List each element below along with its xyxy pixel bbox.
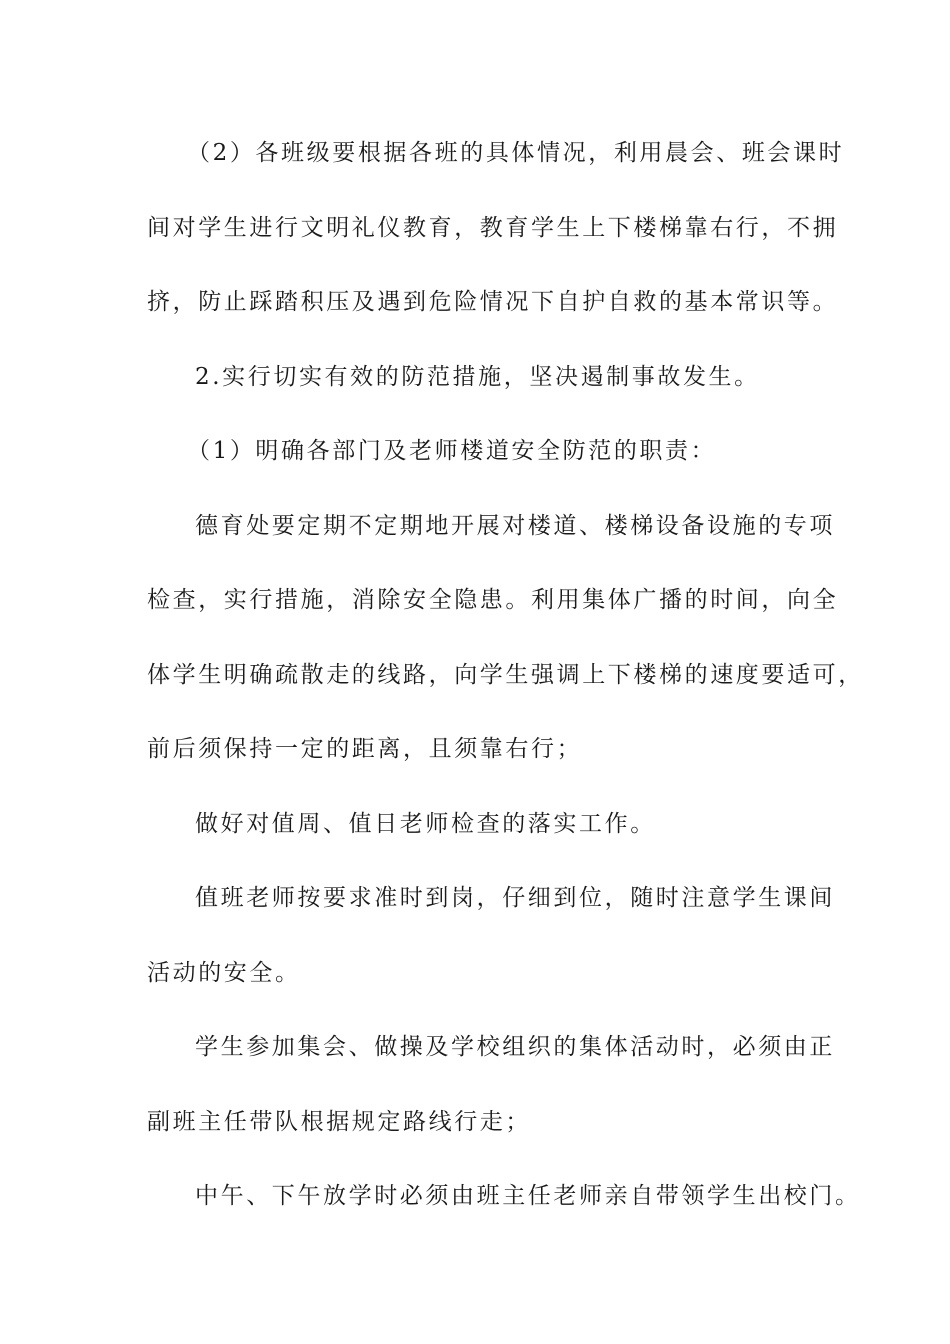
paragraph-line: 中午、下午放学时必须由班主任老师亲自带领学生出校门。 bbox=[195, 1183, 861, 1209]
paragraph-line: 挤，防止踩踏积压及遇到危险情况下自护自救的基本常识等。 bbox=[147, 289, 839, 315]
paragraph-line: （2）各班级要根据各班的具体情况，利用晨会、班会课时 bbox=[187, 140, 845, 166]
paragraph-line: 间对学生进行文明礼仪教育，教育学生上下楼梯靠右行，不拥 bbox=[147, 214, 839, 241]
paragraph-line: 副班主任带队根据规定路线行走； bbox=[147, 1108, 531, 1135]
document-body bbox=[147, 134, 864, 1252]
paragraph-line: 前后须保持一定的距离，且须靠右行； bbox=[147, 736, 583, 762]
subsection-heading: （1）明确各部门及老师楼道安全防范的职责： bbox=[187, 438, 717, 464]
paragraph-line: 德育处要定期不定期地开展对楼道、楼梯设备设施的专项 bbox=[195, 512, 835, 539]
paragraph-line: 值班老师按要求准时到岗，仔细到位，随时注意学生课间 bbox=[195, 885, 835, 911]
paragraph-line: 活动的安全。 bbox=[147, 959, 301, 986]
paragraph-line: 学生参加集会、做操及学校组织的集体活动时，必须由正 bbox=[195, 1034, 835, 1060]
paragraph-line: 做好对值周、值日老师检查的落实工作。 bbox=[195, 810, 656, 837]
paragraph-line: 体学生明确疏散走的线路，向学生强调上下楼梯的速度要适可， bbox=[147, 661, 864, 688]
paragraph-line: 检查，实行措施，消除安全隐患。利用集体广播的时间，向全 bbox=[147, 587, 839, 613]
section-heading: 2.实行切实有效的防范措施，坚决遏制事故发生。 bbox=[195, 363, 760, 390]
